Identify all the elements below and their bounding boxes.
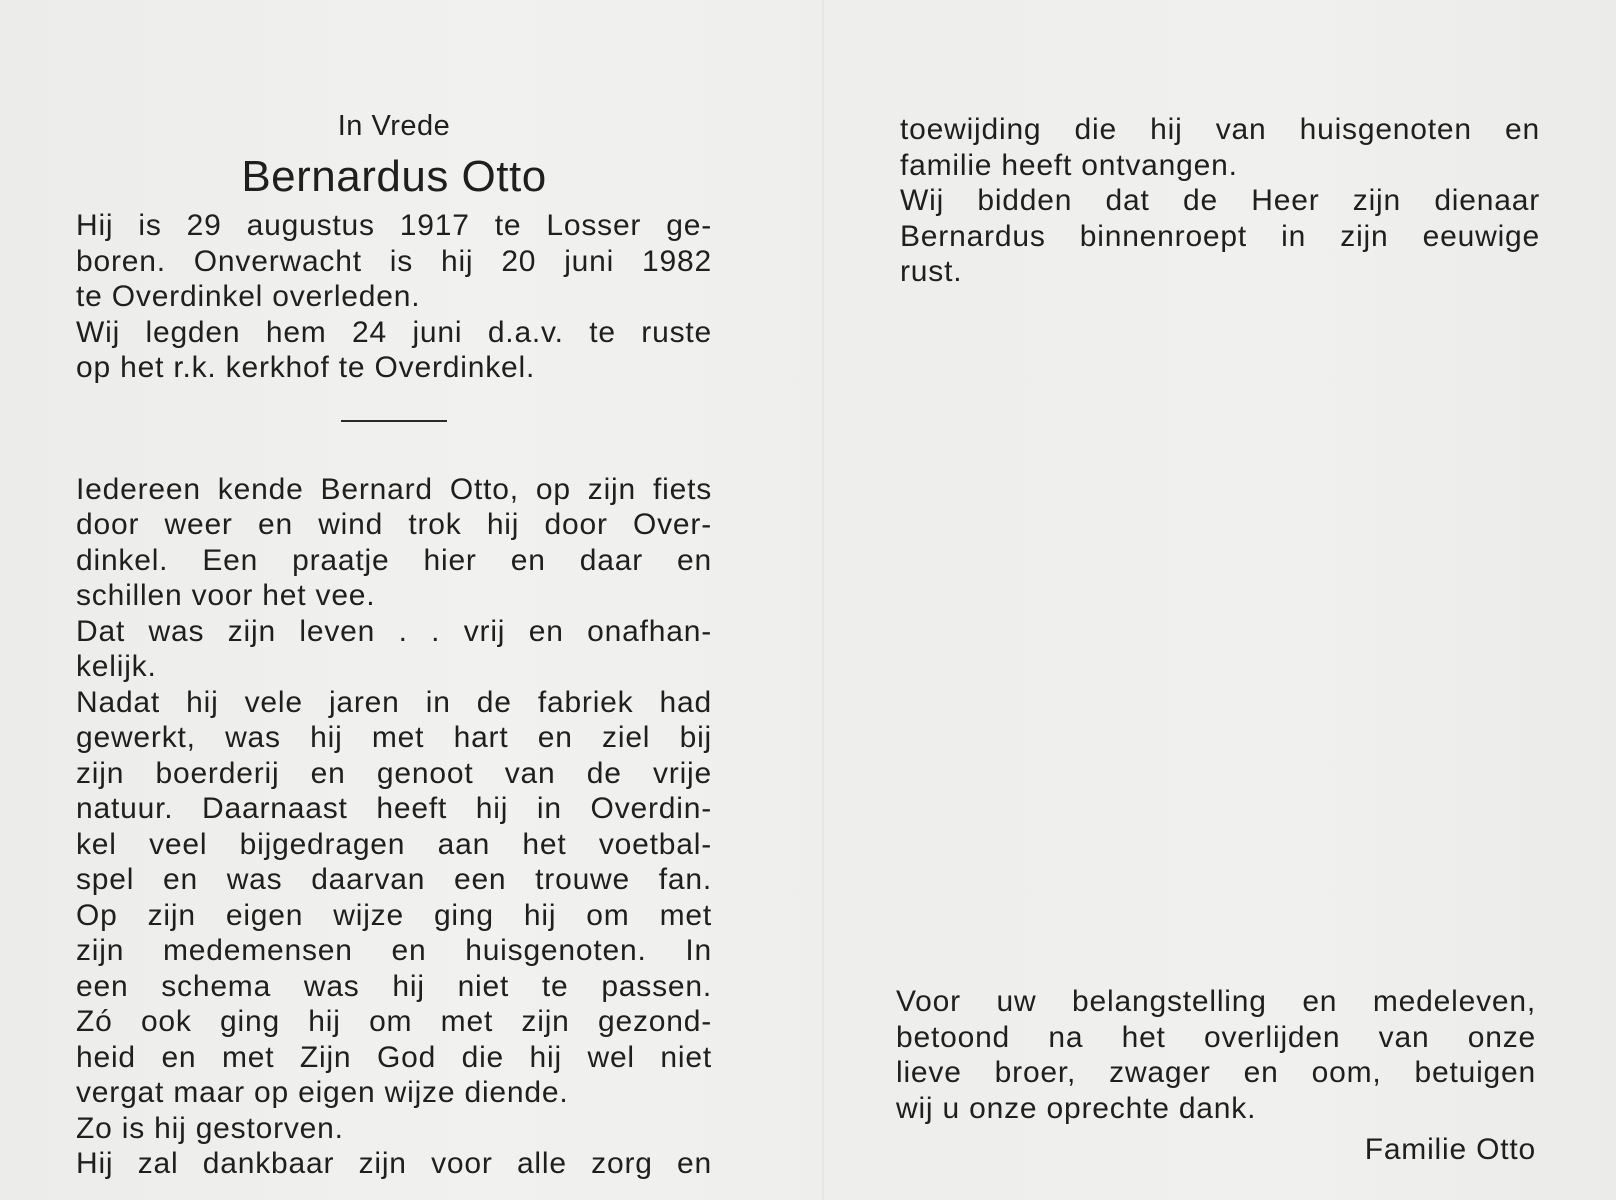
card-fold	[822, 0, 824, 1200]
family-signature: Familie Otto	[1364, 1133, 1536, 1166]
text-line: Hij is 29 augustus 1917 te Losser ge-	[76, 209, 712, 242]
thanks-block	[896, 984, 1536, 1168]
text-line: kel veel bijgedragen aan het voetbal-	[76, 827, 712, 861]
text-line: Zó ook ging hij om met zijn gezond-	[76, 1005, 712, 1038]
text-line: Bernardus binnenroept in zijn eeuwige	[900, 219, 1540, 253]
text-line: zijn boerderij en genoot van de vrije	[76, 756, 712, 790]
text-line: schillen voor het vee.	[76, 579, 376, 612]
text-line: Voor uw belangstelling en medeleven,	[896, 985, 1536, 1018]
text-line: heid en met Zijn God die hij wel niet	[76, 1040, 712, 1074]
continuation-paragraph	[900, 112, 1540, 290]
text-line: dinkel. Een praatje hier en daar en	[76, 543, 712, 577]
text-line: wij u onze oprechte dank.	[896, 1091, 1257, 1125]
text-line: toewijding die hij van huisgenoten en	[900, 113, 1540, 146]
text-line: Wij bidden dat de Heer zijn dienaar	[900, 184, 1540, 217]
text-line: Wij legden hem 24 juni d.a.v. te ruste	[76, 315, 712, 349]
text-line: familie heeft ontvangen.	[900, 148, 1238, 182]
text-line: Hij zal dankbaar zijn voor alle zorg en	[76, 1147, 712, 1180]
text-line: op het r.k. kerkhof te Overdinkel.	[76, 351, 536, 384]
text-line: spel en was daarvan een trouwe fan.	[76, 863, 712, 896]
text-line: natuur. Daarnaast heeft hij in Overdin-	[76, 792, 712, 825]
text-line: vergat maar op eigen wijze diende.	[76, 1076, 569, 1109]
text-line: zijn medemensen en huisgenoten. In	[76, 934, 712, 967]
text-line: Nadat hij vele jaren in de fabriek had	[76, 685, 712, 719]
in-vrede-heading: In Vrede	[337, 110, 451, 142]
text-line: rust.	[900, 255, 963, 288]
text-line: door weer en wind trok hij door Over-	[76, 508, 712, 541]
divider-line	[341, 420, 447, 422]
text-line: Dat was zijn leven . . vrij en onafhan-	[76, 614, 712, 648]
text-line: gewerkt, was hij met hart en ziel bij	[76, 721, 712, 754]
left-panel	[76, 108, 712, 1182]
text-line: betoond na het overlijden van onze	[896, 1020, 1536, 1054]
thanks-paragraph	[896, 984, 1536, 1126]
deceased-name: Bernardus Otto	[241, 152, 547, 201]
intro-paragraph	[76, 208, 712, 386]
text-line: lieve broer, zwager en oom, betuigen	[896, 1056, 1536, 1089]
text-line: Zo is hij gestorven.	[76, 1111, 344, 1145]
text-line: boren. Onverwacht is hij 20 juni 1982	[76, 244, 712, 278]
text-line: Iedereen kende Bernard Otto, op zijn fiets	[76, 472, 712, 506]
right-panel	[900, 112, 1540, 290]
text-line: een schema was hij niet te passen.	[76, 969, 712, 1003]
story-paragraph	[76, 472, 712, 1182]
text-line: Op zijn eigen wijze ging hij om met	[76, 898, 712, 932]
text-line: te Overdinkel overleden.	[76, 280, 421, 313]
text-line: kelijk.	[76, 650, 157, 683]
